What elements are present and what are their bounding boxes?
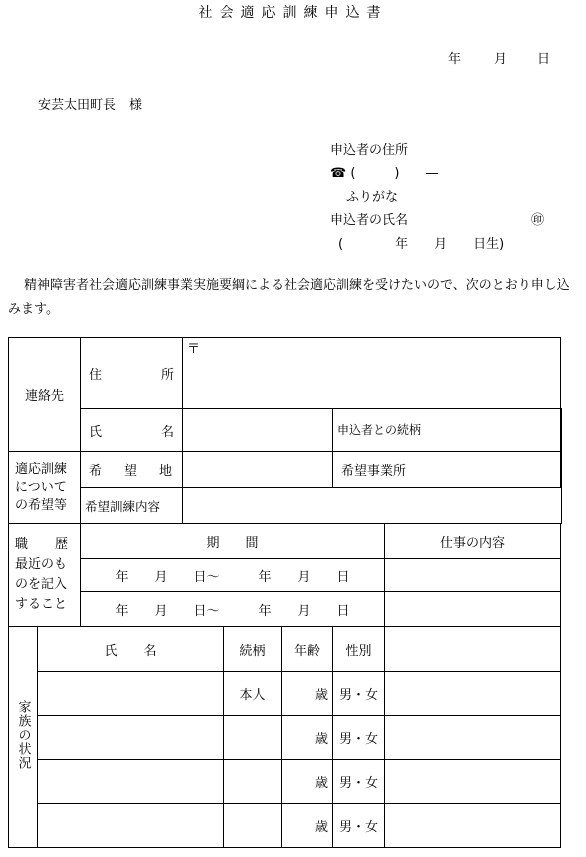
seal-icon: ㊞ [531,213,545,228]
family-sex[interactable]: 男・女 [333,804,385,848]
desired-area-field[interactable] [183,452,333,488]
family-relation[interactable] [224,804,282,848]
career-period-2[interactable]: 年 月 日～ 年 月 日 [81,592,385,627]
family-section-label: 家族の状況 [9,627,38,848]
family-notes-cell [385,627,561,672]
job-content-header: 仕事の内容 [385,524,561,559]
family-age[interactable]: 歳 [282,672,333,716]
desired-workplace-label: 希望事業所 [333,452,561,488]
family-sex[interactable]: 男・女 [333,672,385,716]
family-name-field[interactable] [38,760,224,804]
family-age-header: 年齢 [282,627,333,672]
family-row [9,760,562,804]
phone-icon: ☎ [330,166,347,181]
career-label-line1: 職 歴 [15,537,69,552]
date-year-label: 年 [448,52,462,67]
family-notes-cell[interactable] [385,716,561,760]
family-age[interactable]: 歳 [282,804,333,848]
family-name-header: 氏 名 [38,627,224,672]
family-name-field[interactable] [38,716,224,760]
family-relation-header: 続柄 [224,627,282,672]
furigana-label: ふりがな [346,190,399,205]
date-month-label: 月 [494,52,508,67]
family-name-field[interactable] [38,804,224,848]
career-label-line2: 最近のものを記入すること [15,557,68,612]
career-job-2[interactable] [385,592,561,627]
relation-to-applicant-field[interactable] [561,409,562,452]
desired-training-content-label: 希望訓練内容 [81,488,183,524]
addressee: 安芸太田町長 様 [38,98,143,113]
birth-date-format: ( 年 月 日生) [338,237,505,252]
family-row [9,672,562,716]
family-notes-cell[interactable] [385,760,561,804]
contact-address-field[interactable] [183,338,561,409]
relation-to-applicant-label: 申込者との続柄 [333,409,561,452]
postal-mark: 〒 [187,342,201,357]
desired-area-label: 希 望 地 [81,452,183,488]
contact-name-label: 氏 名 [81,409,183,452]
document-title: 社会適応訓練申込書 [198,5,388,21]
family-row [9,716,562,760]
family-age[interactable]: 歳 [282,760,333,804]
period-header: 期 間 [81,524,385,559]
application-form-table [8,337,562,848]
family-relation[interactable] [224,760,282,804]
family-row [9,804,562,848]
family-relation: 本人 [224,672,282,716]
family-age[interactable]: 歳 [282,716,333,760]
career-period-1[interactable]: 年 月 日～ 年 月 日 [81,559,385,592]
phone-format: ( ) — [350,166,439,181]
contact-section-label: 連絡先 [9,338,81,452]
family-notes-cell[interactable] [385,804,561,848]
desired-workplace-field[interactable] [561,452,562,488]
contact-name-field[interactable] [183,409,333,452]
family-relation[interactable] [224,716,282,760]
family-notes-cell[interactable] [385,672,561,716]
desired-training-content-field[interactable] [183,488,562,524]
family-name-field[interactable] [38,672,224,716]
family-sex-header: 性別 [333,627,385,672]
career-job-1[interactable] [385,559,561,592]
applicant-address-label: 申込者の住所 [330,143,409,158]
career-section-label [9,524,81,627]
applicant-phone [330,162,439,181]
preference-section-label: 適応訓練についての希望等 [9,452,81,524]
family-sex[interactable]: 男・女 [333,716,385,760]
intro-text: 精神障害者社会適応訓練事業実施要綱による社会適応訓練を受けたいので、次のとおり申し込みます。 [8,278,570,317]
date-day-label: 日 [537,52,551,67]
family-sex[interactable]: 男・女 [333,760,385,804]
contact-address-label: 住 所 [81,338,183,409]
applicant-name-label: 申込者の氏名 [330,213,409,228]
